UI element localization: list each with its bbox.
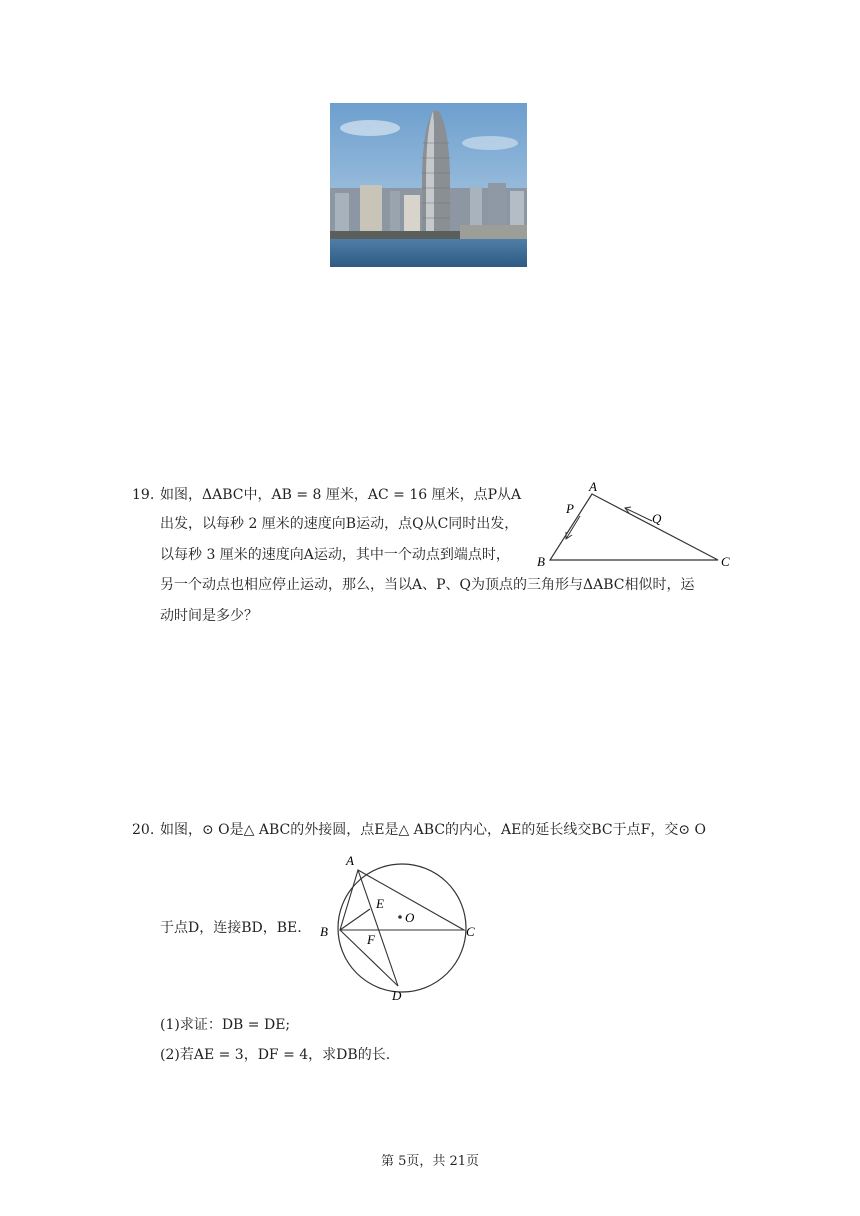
q19-line-2: 出发，以每秒 2 厘米的速度向B运动，点Q从C同时出发，	[160, 516, 519, 532]
page-footer: 第 5页，共 21页	[380, 1154, 480, 1169]
q19-line-3: 以每秒 3 厘米的速度向A运动，其中一个动点到端点时，	[160, 547, 510, 563]
q20-part-1: (1)求证：DB = DE;	[160, 1017, 291, 1033]
triangle-abc	[550, 494, 718, 560]
label-d: D	[392, 988, 402, 1003]
label-b: B	[320, 924, 328, 939]
label-a: A	[346, 853, 354, 868]
q19-line-1: 如图，ΔABC中，AB = 8 厘米，AC = 16 厘米，点P从A	[160, 487, 522, 503]
arrow-p	[566, 516, 580, 539]
label-o: O	[405, 910, 415, 925]
q19-line-5: 动时间是多少？	[160, 608, 258, 624]
triangle-abc	[340, 870, 464, 930]
label-a: A	[589, 479, 597, 494]
q20-part-2: (2)若AE = 3，DF = 4，求DB的长.	[160, 1047, 391, 1063]
label-c: C	[466, 924, 475, 939]
tower-photo	[330, 103, 527, 267]
line-be	[340, 909, 370, 930]
label-q: Q	[652, 511, 662, 526]
q20-number: 20.	[132, 822, 155, 838]
q19-line-4: 另一个动点也相应停止运动，那么，当以A、P、Q为顶点的三角形与ΔABC相似时，运	[160, 577, 695, 593]
label-c: C	[721, 554, 730, 569]
label-b: B	[537, 554, 545, 569]
arrow-q	[625, 508, 652, 521]
label-f: F	[367, 932, 375, 947]
q19-number: 19.	[132, 487, 155, 503]
center-o-dot	[398, 915, 402, 919]
q20-line-2: 于点D，连接BD，BE.	[160, 920, 302, 936]
q19-triangle-figure	[530, 478, 740, 573]
label-p: P	[566, 501, 574, 516]
label-e: E	[376, 896, 384, 911]
q20-line-1: 如图，⊙ O是△ ABC的外接圆，点E是△ ABC的内心，AE的延长线交BC于点F，交⊙ O	[160, 822, 707, 838]
q20-circle-figure	[312, 846, 482, 1004]
circle-o	[338, 864, 466, 992]
line-ad	[358, 870, 398, 986]
